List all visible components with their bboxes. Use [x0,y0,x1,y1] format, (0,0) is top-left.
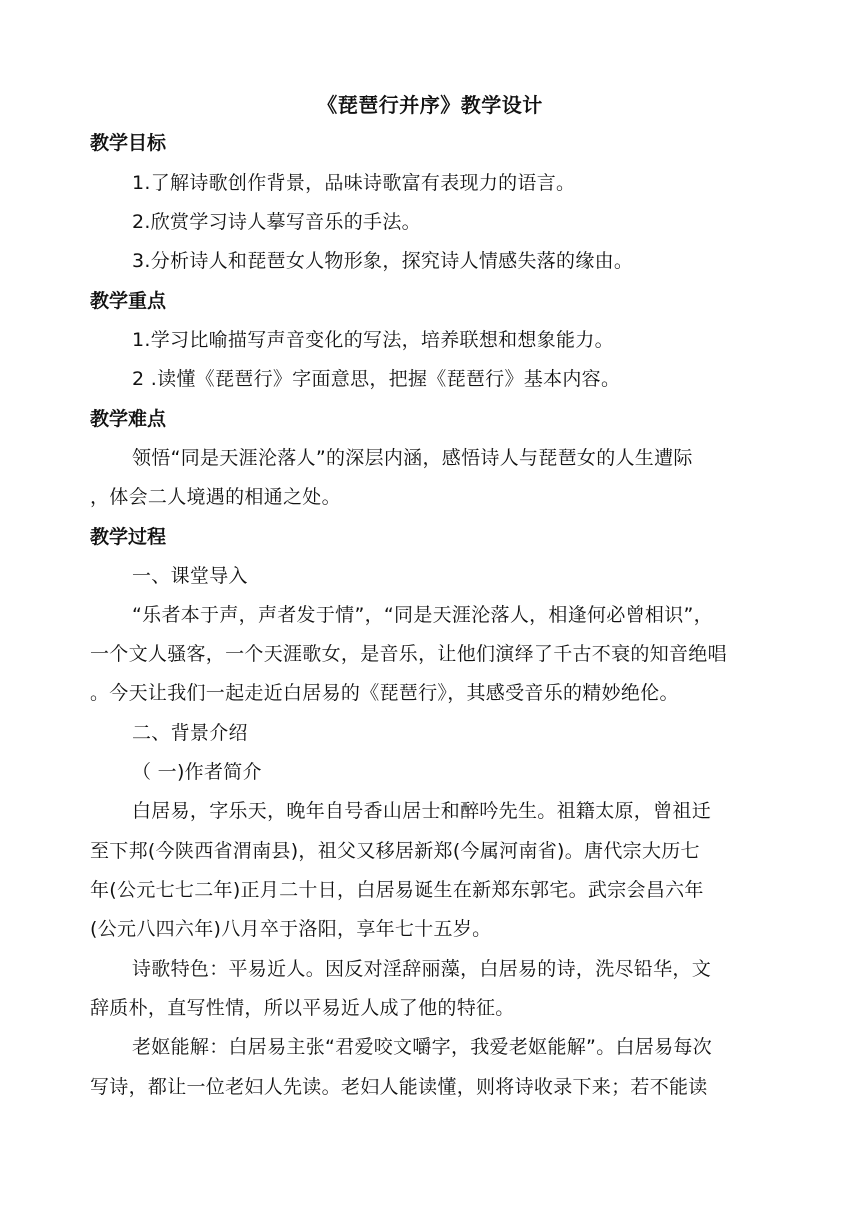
intro-line-2: 一个文人骚客，一个天涯歌女，是音乐，让他们演绎了千古不衰的知音绝唱 [90,643,727,665]
author-heading: （ 一)作者简介 [132,761,262,783]
author-line-1: 白居易，字乐天，晚年自号香山居士和醉吟先生。祖籍太原，曾祖迁 [132,800,712,822]
heading-teaching-process: 教学过程 [90,526,167,548]
intro-line-3: 。今天让我们一起走近白居易的《琵琶行》，其感受音乐的精妙绝伦。 [90,682,679,704]
key-point-item-1: 1.学习比喻描写声音变化的写法，培养联想和想象能力。 [132,329,614,351]
goal-item-1: 1.了解诗歌创作背景，品味诗歌富有表现力的语言。 [132,172,576,194]
document-title: 《琵琶行并序》教学设计 [317,93,543,117]
difficulty-line-1: 领悟“同是天涯沦落人”的深层内涵，感悟诗人与琵琶女的人生遭际 [132,447,693,469]
author-line-4: (公元八四六年)八月卒于洛阳，享年七十五岁。 [90,918,492,940]
goal-item-2: 2.欣赏学习诗人摹写音乐的手法。 [132,211,421,233]
heading-difficulties: 教学难点 [90,408,167,430]
oldwoman-line-2: 写诗，都让一位老妇人先读。老妇人能读懂，则将诗收录下来；若不能读 [90,1076,708,1098]
oldwoman-line-1: 老妪能解：白居易主张“君爱咬文嚼字，我爱老妪能解”。白居易每次 [132,1036,712,1058]
author-line-3: 年(公元七七二年)正月二十日，白居易诞生在新郑东郭宅。武宗会昌六年 [90,879,704,901]
intro-heading: 一、课堂导入 [132,565,248,587]
difficulty-line-2: ，体会二人境遇的相通之处。 [90,486,341,508]
intro-line-1: “乐者本于声，声者发于情”，“同是天涯沦落人，相逢何必曾相识”， [132,604,713,626]
heading-key-points: 教学重点 [90,290,167,312]
style-line-2: 辞质朴，直写性情，所以平易近人成了他的特征。 [90,997,515,1019]
key-point-item-2: 2 .读懂《琵琶行》字面意思，把握《琵琶行》基本内容。 [132,368,621,390]
heading-teaching-goals: 教学目标 [90,132,167,154]
author-line-2: 至下邦(今陕西省渭南县)，祖父又移居新郑(今属河南省)。唐代宗大历七 [90,840,700,862]
goal-item-3: 3.分析诗人和琵琶女人物形象，探究诗人情感失落的缘由。 [132,250,634,272]
style-line-1: 诗歌特色：平易近人。因反对淫辞丽藻，白居易的诗，洗尽铅华，文 [132,958,712,980]
background-heading: 二、背景介绍 [132,722,248,744]
